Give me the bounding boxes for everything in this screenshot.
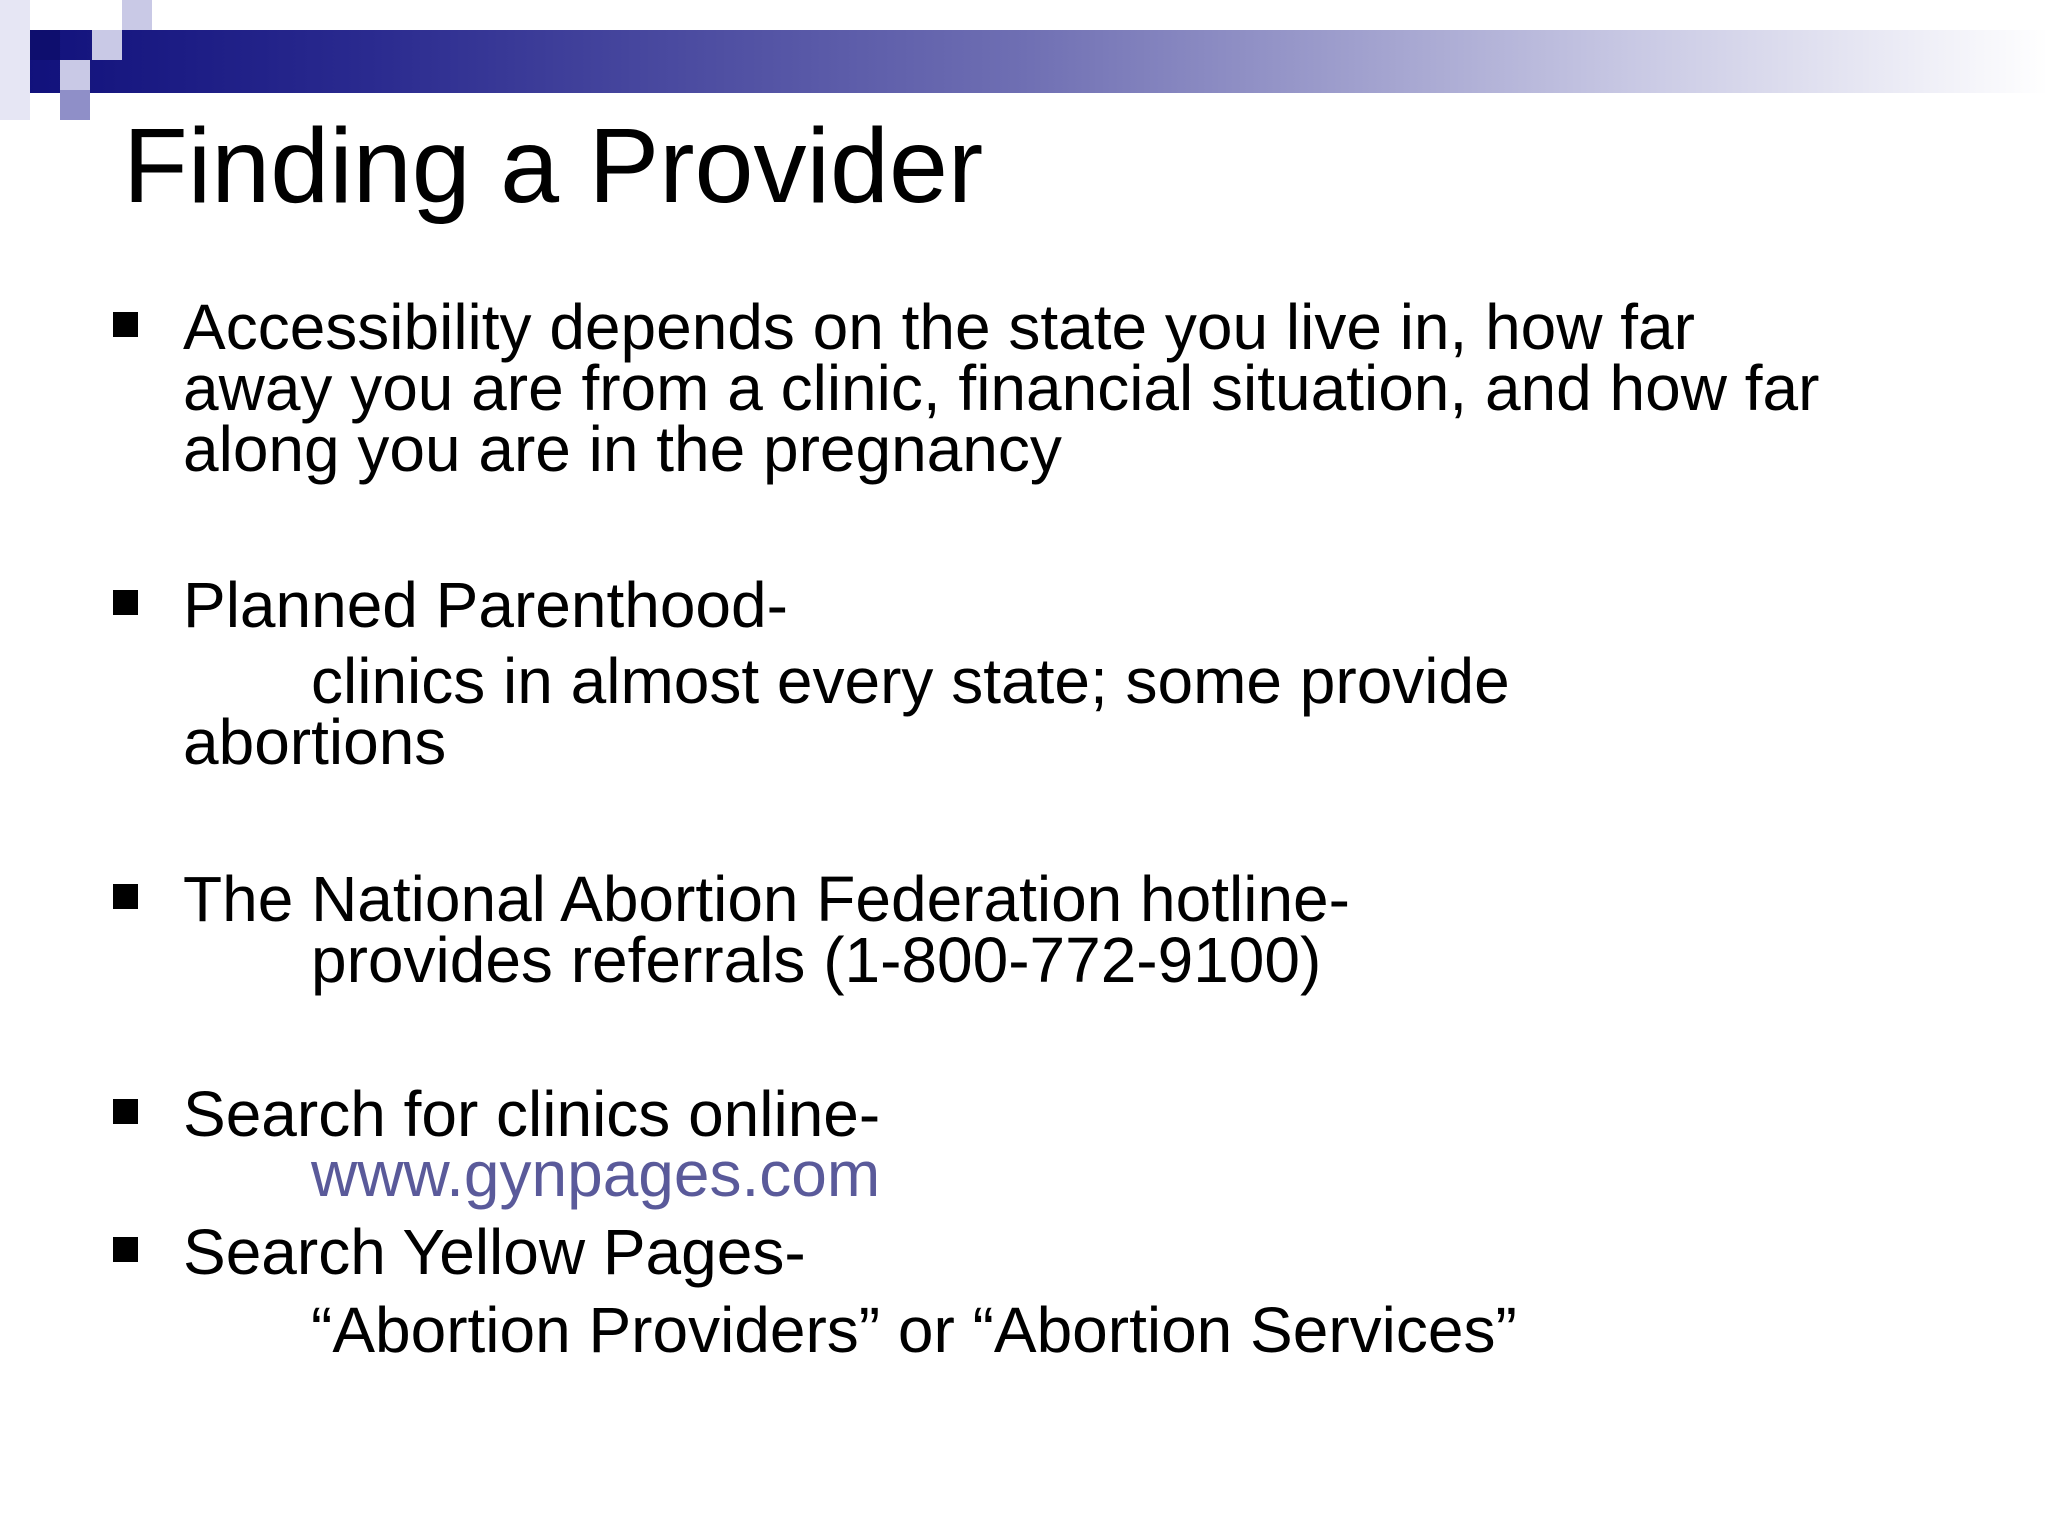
bullet-square-icon bbox=[113, 590, 138, 615]
decorative-square bbox=[30, 30, 60, 60]
bullet-square-icon bbox=[113, 884, 138, 909]
bullet-square-icon bbox=[113, 312, 138, 337]
header-gradient-bar bbox=[0, 30, 2048, 93]
bullet-text-line: Accessibility depends on the state you live in, how far bbox=[183, 291, 1695, 363]
bullet-text-line: along you are in the pregnancy bbox=[183, 413, 1062, 485]
bullet-text-line: abortions bbox=[183, 706, 447, 778]
decorative-square bbox=[60, 60, 90, 90]
bullet-text-line: “Abortion Providers” or “Abortion Services” bbox=[311, 1294, 1517, 1366]
decorative-square bbox=[0, 0, 30, 120]
bullet-text-line: clinics in almost every state; some provide bbox=[311, 645, 1510, 717]
slide-title: Finding a Provider bbox=[123, 107, 984, 225]
bullet-text-line: Search Yellow Pages- bbox=[183, 1216, 806, 1288]
bullet-square-icon bbox=[113, 1099, 138, 1124]
bullet-text-line: provides referrals (1-800-772-9100) bbox=[311, 924, 1322, 996]
bullet-square-icon bbox=[113, 1237, 138, 1262]
decorative-square bbox=[92, 30, 122, 60]
decorative-square bbox=[122, 0, 152, 30]
bullet-text-line: Planned Parenthood- bbox=[183, 569, 788, 641]
bullet-text-line: The National Abortion Federation hotline- bbox=[183, 863, 1350, 935]
decorative-square bbox=[60, 90, 90, 120]
gynpages-link[interactable]: www.gynpages.com bbox=[311, 1138, 881, 1210]
bullet-text-line: away you are from a clinic, financial situation, and how far bbox=[183, 352, 1820, 424]
bullet-text-line: Search for clinics online- bbox=[183, 1078, 881, 1150]
